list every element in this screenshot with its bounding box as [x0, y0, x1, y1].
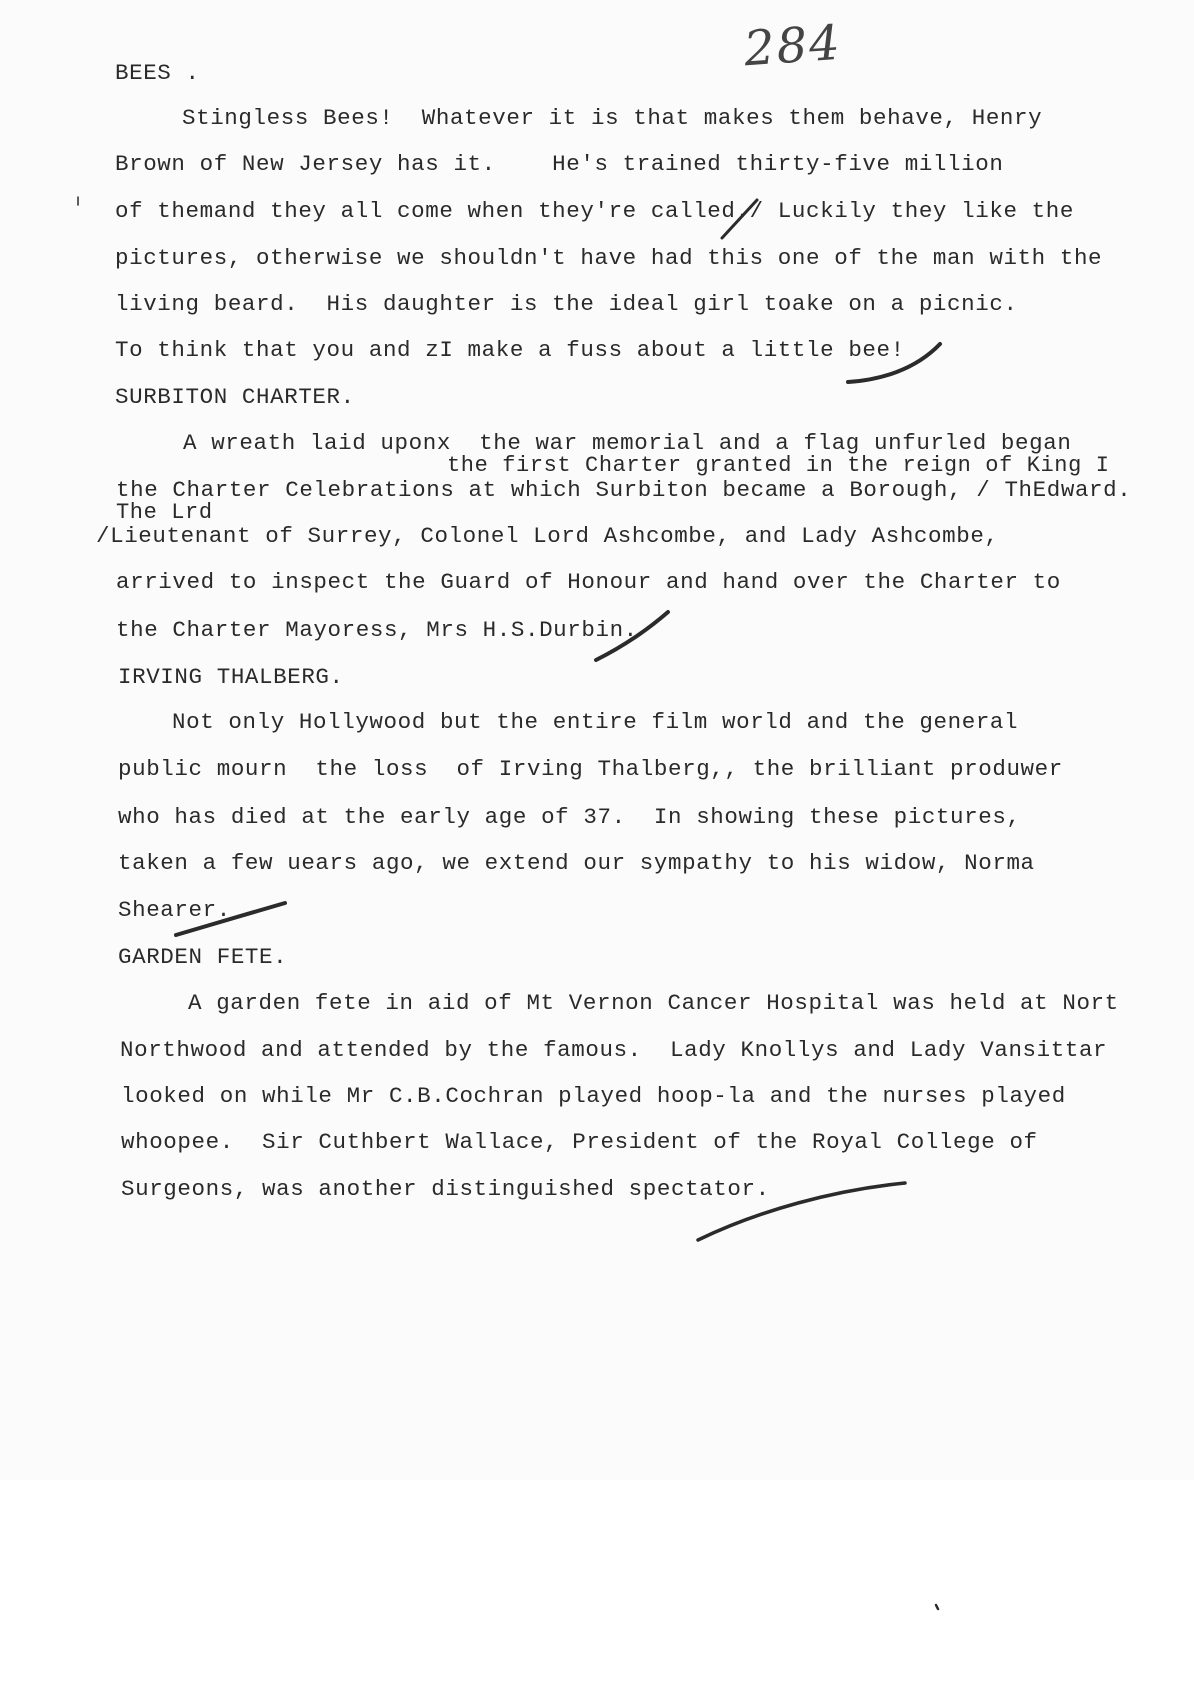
text-line: A garden fete in aid of Mt Vernon Cancer Hospital was held at Nort	[188, 990, 1119, 1016]
text-line: /Lieutenant of Surrey, Colonel Lord Ashcombe, and Lady Ashcombe,	[96, 523, 999, 549]
blank-margin	[0, 1480, 1194, 1707]
text-line: pictures, otherwise we shouldn't have had this one of the man with the	[115, 245, 1103, 271]
text-line: the Charter Mayoress, Mrs H.S.Durbin.	[116, 617, 638, 643]
inserted-text-line: the first Charter granted in the reign of King I	[447, 453, 1110, 478]
section-heading: SURBITON CHARTER.	[115, 384, 355, 410]
text-line: Northwood and attended by the famous. Lady Knollys and Lady Vansittar	[120, 1037, 1108, 1063]
section-heading: BEES .	[115, 60, 200, 86]
text-line: who has died at the early age of 37. In showing these pictures,	[118, 804, 1021, 830]
text-line: Shearer.	[118, 897, 231, 923]
text-line: Surgeons, was another distinguished spectator.	[121, 1176, 770, 1202]
text-line: arrived to inspect the Guard of Honour and hand over the Charter to	[116, 569, 1061, 595]
section-heading: IRVING THALBERG.	[118, 664, 344, 690]
section-heading: GARDEN FETE.	[118, 944, 288, 970]
text-line: of themand they all come when they're called./ Luckily they like the	[115, 198, 1074, 224]
text-line: taken a few uears ago, we extend our sympathy to his widow, Norma	[118, 850, 1035, 876]
text-line: Brown of New Jersey has it. He's trained thirty-five million	[115, 151, 1004, 177]
text-line: the Charter Celebrations at which Surbiton became a Borough, / ThEdward.	[116, 477, 1132, 503]
text-line: public mourn the loss of Irving Thalberg,, the brilliant produwer	[118, 756, 1063, 782]
text-line: Not only Hollywood but the entire film world and the general	[172, 709, 1019, 735]
text-line: A wreath laid uponx the war memorial and a flag unfurled began	[183, 430, 1072, 456]
text-line: Stingless Bees! Whatever it is that makes them behave, Henry	[182, 105, 1043, 131]
text-line: looked on while Mr C.B.Cochran played hoop-la and the nurses played	[121, 1083, 1066, 1109]
text-line: whoopee. Sir Cuthbert Wallace, President of the Royal College of	[121, 1129, 1038, 1155]
text-line: living beard. His daughter is the ideal girl toake on a picnic.	[115, 291, 1018, 317]
text-line: To think that you and zI make a fuss about a little bee!	[115, 337, 905, 363]
inserted-text-line: The Lrd	[116, 500, 213, 525]
handwritten-page-number: 284	[742, 14, 844, 78]
